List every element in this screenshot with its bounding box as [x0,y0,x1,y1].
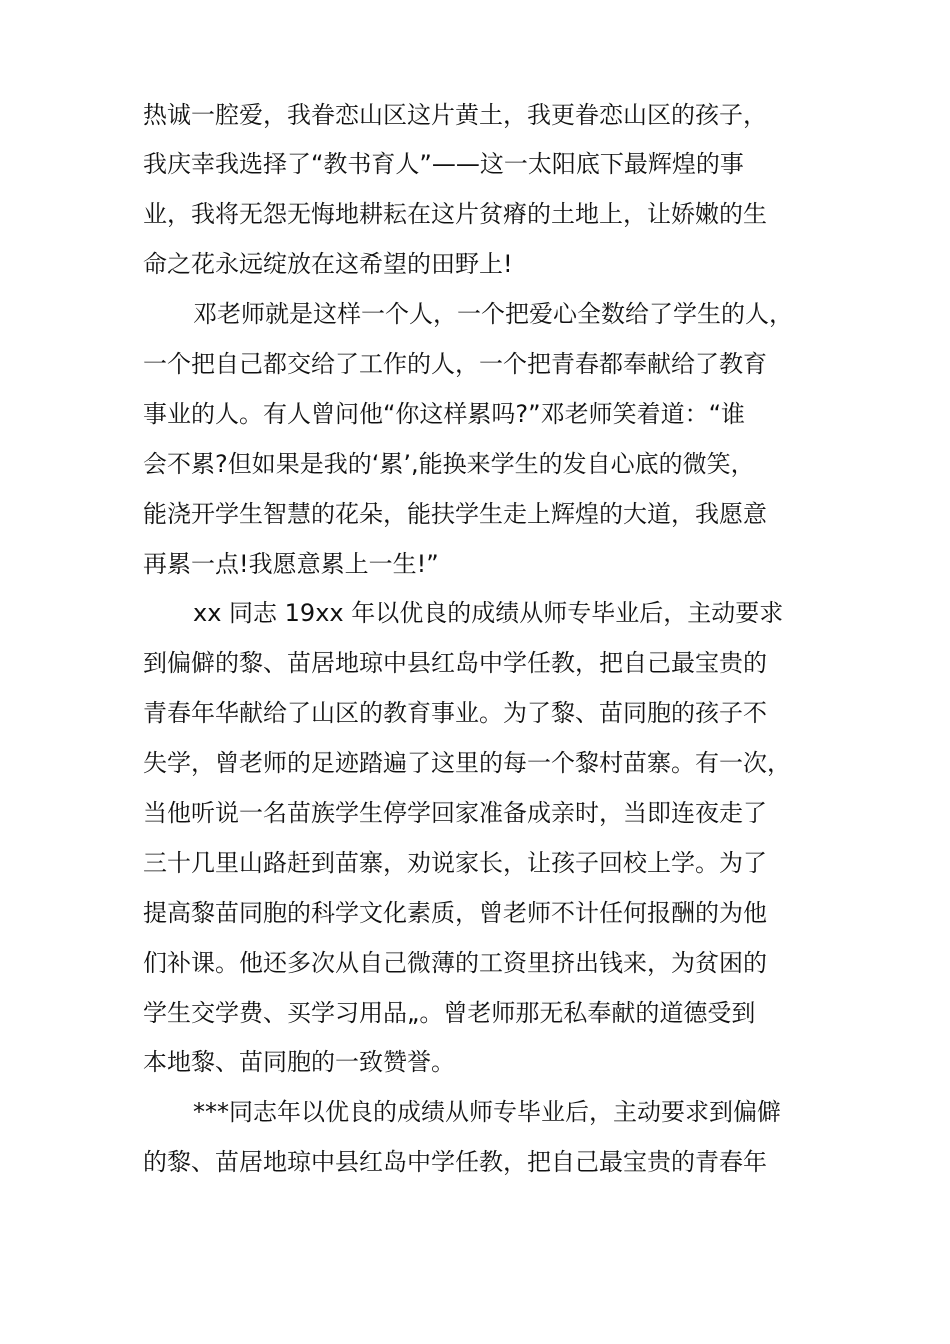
text-line: 本地黎、苗同胞的一致赞誉。 [143,1048,455,1076]
text-line: 热诚一腔爱，我眷恋山区这片黄土，我更眷恋山区的孩子， [143,101,767,129]
text-line: 再累一点!我愿意累上一生!” [143,550,439,578]
text-line: 到偏僻的黎、苗居地琼中县红岛中学任教，把自己最宝贵的 [143,649,767,677]
text-line: 当他听说一名苗族学生停学回家准备成亲时，当即连夜走了 [143,799,767,827]
text-line: 三十几里山路赶到苗寨，劝说家长，让孩子回校上学。为了 [143,849,767,877]
text-line: 会不累?但如果是我的‘累’,能换来学生的发自心底的微笑， [143,450,755,478]
text-line: 我庆幸我选择了“教书育人”——这一太阳底下最辉煌的事 [143,150,744,178]
text-line: 能浇开学生智慧的花朵，能扶学生走上辉煌的大道，我愿意 [143,500,767,528]
paragraph-first-line: xx 同志 19xx 年以优良的成绩从师专毕业后，主动要求 [193,599,784,627]
paragraph-first-line: 邓老师就是这样一个人，一个把爱心全数给了学生的人， [193,300,793,328]
text-line: 的黎、苗居地琼中县红岛中学任教，把自己最宝贵的青春年 [143,1148,767,1176]
text-line: 一个把自己都交给了工作的人，一个把青春都奉献给了教育 [143,350,767,378]
text-line: 命之花永远绽放在这希望的田野上! [143,250,513,278]
text-line: 失学，曾老师的足迹踏遍了这里的每一个黎村苗寨。有一次， [143,749,791,777]
text-line: 学生交学费、买学习用品„。曾老师那无私奉献的道德受到 [143,999,756,1027]
paragraph-first-line: ***同志年以优良的成绩从师专毕业后，主动要求到偏僻 [193,1098,781,1126]
text-line: 业，我将无怨无悔地耕耘在这片贫瘠的土地上，让娇嫩的生 [143,200,767,228]
text-line: 青春年华献给了山区的教育事业。为了黎、苗同胞的孩子不 [143,699,767,727]
text-line: 们补课。他还多次从自己微薄的工资里挤出钱来，为贫困的 [143,949,767,977]
text-line: 事业的人。有人曾问他“你这样累吗?”邓老师笑着道：“谁 [143,400,746,428]
text-line: 提高黎苗同胞的科学文化素质，曾老师不计任何报酬的为他 [143,899,767,927]
